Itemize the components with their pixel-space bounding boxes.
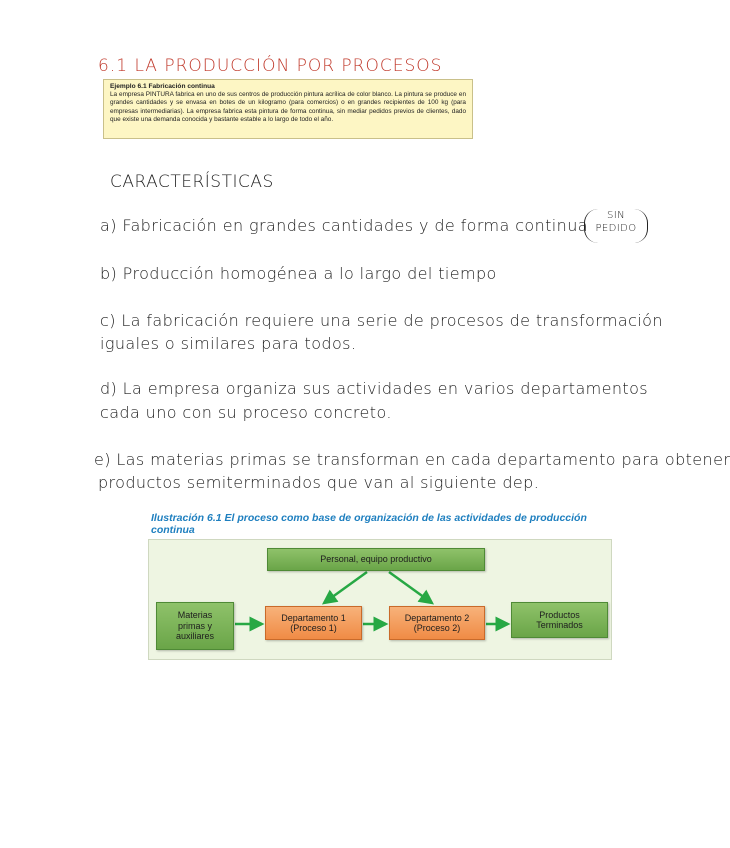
characteristic-c-line1: c) La fabricación requiere una serie de procesos de transformación <box>100 311 663 330</box>
dep2-line-2: (Proceso 2) <box>413 623 461 633</box>
page-title: 6.1 LA PRODUCCIÓN POR PROCESOS <box>98 56 443 76</box>
example-title: Ejemplo 6.1 Fabricación continua <box>110 83 215 90</box>
dep2-line-1: Departamento 2 <box>404 612 470 623</box>
illustration-caption: Ilustración 6.1 El proceso como base de organización de las actividades de producción continua <box>151 512 587 536</box>
characteristic-a-note <box>584 209 648 243</box>
characteristic-d-line1: d) La empresa organiza sus actividades en varios departamentos <box>100 379 649 398</box>
characteristic-e-line1: e) Las materias primas se transforman en cada departamento para obtener <box>94 450 730 469</box>
characteristic-d-line2: cada uno con su proceso concreto. <box>100 403 392 422</box>
process-diagram <box>148 539 612 660</box>
example-body: La empresa PINTURA fabrica en uno de sus centros de producción pintura acrílica de color blanco. La pintura se produce en grandes cantidades y se envasa en botes de un kilogramo (para comercios) o en grandes recipientes de 100 kg (para empresas intermediarias). La empresa fabrica esta pintura de forma continua, sin mediar pedidos previos de clientes, dado que existe una demanda conocida y bastante estable a lo largo de todo el año. <box>110 91 466 123</box>
arrow-personal-to-dep2 <box>389 572 432 603</box>
characteristic-e-line2: productos semiterminados que van al siguiente dep. <box>98 473 540 492</box>
productos-box <box>511 602 608 638</box>
materias-box <box>156 602 234 650</box>
personal-label: Personal, equipo productivo <box>320 554 432 565</box>
dep1-line-2: (Proceso 1) <box>290 623 337 633</box>
materias-line-3: auxiliares <box>175 631 215 642</box>
characteristic-c-line2: iguales o similares para todos. <box>100 334 357 353</box>
materias-line-1: Materias <box>177 610 213 621</box>
section-subtitle: CARACTERÍSTICAS <box>110 172 274 192</box>
dep1-line-1: Departamento 1 <box>281 612 346 623</box>
note-line-1: SIN <box>607 210 625 221</box>
characteristic-a: a) Fabricación en grandes cantidades y de forma continua <box>100 216 588 235</box>
note-line-2: PEDIDO <box>595 223 637 234</box>
productos-line-2: Terminados <box>536 620 583 630</box>
example-box <box>103 79 473 139</box>
departamento-2-box <box>389 606 485 640</box>
personal-box <box>267 548 485 571</box>
materias-line-2: primas y <box>177 620 212 631</box>
productos-line-1: Productos <box>539 609 580 620</box>
arrow-personal-to-dep1 <box>324 572 367 603</box>
characteristic-b: b) Producción homogénea a lo largo del tiempo <box>100 264 497 283</box>
departamento-1-box <box>265 606 362 640</box>
